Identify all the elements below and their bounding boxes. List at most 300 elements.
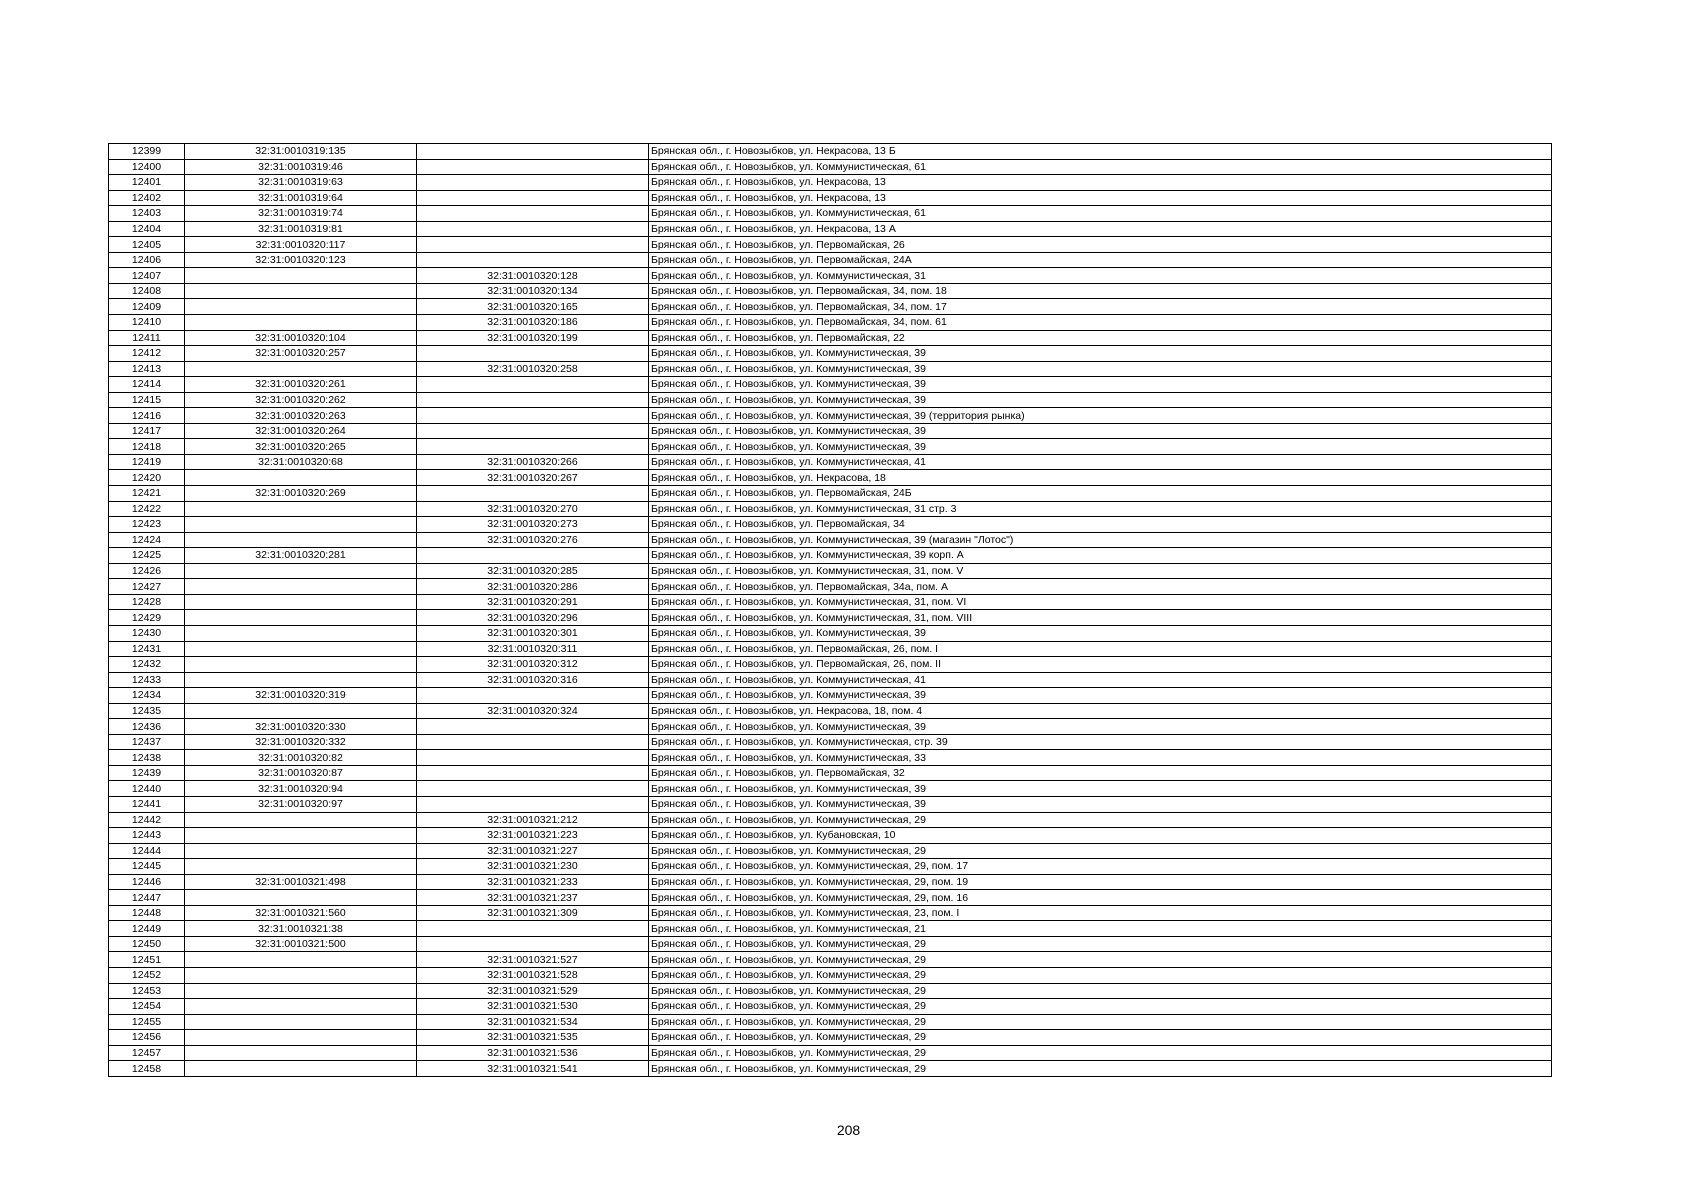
table-row <box>109 330 1552 346</box>
address-cell: Брянская обл., г. Новозыбков, ул. Коммунистическая, 31, пом. V <box>649 563 1552 579</box>
address-cell: Брянская обл., г. Новозыбков, ул. Первомайская, 26, пом. I <box>649 641 1552 657</box>
cadastral-number-cell <box>185 579 417 595</box>
related-cadastral-number-cell <box>417 439 649 455</box>
related-cadastral-number-cell <box>417 423 649 439</box>
row-number-cell: 12440 <box>109 781 185 797</box>
row-number-cell: 12412 <box>109 346 185 362</box>
address-cell: Брянская обл., г. Новозыбков, ул. Коммунистическая, 29, пом. 17 <box>649 859 1552 875</box>
address-cell: Брянская обл., г. Новозыбков, ул. Некрасова, 13 <box>649 175 1552 191</box>
table-row <box>109 703 1552 719</box>
table-row <box>109 315 1552 331</box>
table-row <box>109 952 1552 968</box>
cadastral-number-cell <box>185 299 417 315</box>
related-cadastral-number-cell <box>417 486 649 502</box>
related-cadastral-number-cell: 32:31:0010320:267 <box>417 470 649 486</box>
row-number-cell: 12407 <box>109 268 185 284</box>
property-table <box>108 143 1552 1077</box>
table-row <box>109 346 1552 362</box>
cadastral-number-cell <box>185 361 417 377</box>
related-cadastral-number-cell <box>417 750 649 766</box>
address-cell: Брянская обл., г. Новозыбков, ул. Коммунистическая, 31, пом. VI <box>649 594 1552 610</box>
related-cadastral-number-cell <box>417 548 649 564</box>
cadastral-number-cell <box>185 952 417 968</box>
address-cell: Брянская обл., г. Новозыбков, ул. Коммунистическая, 39 <box>649 346 1552 362</box>
related-cadastral-number-cell: 32:31:0010321:535 <box>417 1030 649 1046</box>
cadastral-number-cell: 32:31:0010320:123 <box>185 252 417 268</box>
row-number-cell: 12414 <box>109 377 185 393</box>
related-cadastral-number-cell: 32:31:0010320:270 <box>417 501 649 517</box>
address-cell: Брянская обл., г. Новозыбков, ул. Первомайская, 22 <box>649 330 1552 346</box>
related-cadastral-number-cell <box>417 765 649 781</box>
cadastral-number-cell <box>185 268 417 284</box>
related-cadastral-number-cell <box>417 221 649 237</box>
address-cell: Брянская обл., г. Новозыбков, ул. Коммунистическая, 29 <box>649 936 1552 952</box>
cadastral-number-cell <box>185 890 417 906</box>
related-cadastral-number-cell: 32:31:0010320:128 <box>417 268 649 284</box>
table-row <box>109 781 1552 797</box>
address-cell: Брянская обл., г. Новозыбков, ул. Первомайская, 34, пом. 17 <box>649 299 1552 315</box>
cadastral-number-cell <box>185 517 417 533</box>
cadastral-number-cell <box>185 828 417 844</box>
related-cadastral-number-cell: 32:31:0010321:230 <box>417 859 649 875</box>
table-row <box>109 423 1552 439</box>
cadastral-number-cell <box>185 657 417 673</box>
address-cell: Брянская обл., г. Новозыбков, ул. Коммунистическая, 41 <box>649 454 1552 470</box>
cadastral-number-cell: 32:31:0010320:281 <box>185 548 417 564</box>
related-cadastral-number-cell: 32:31:0010320:301 <box>417 625 649 641</box>
address-cell: Брянская обл., г. Новозыбков, ул. Коммунистическая, 61 <box>649 206 1552 222</box>
address-cell: Брянская обл., г. Новозыбков, ул. Коммунистическая, 21 <box>649 921 1552 937</box>
row-number-cell: 12429 <box>109 610 185 626</box>
cadastral-number-cell <box>185 1061 417 1077</box>
table-row <box>109 159 1552 175</box>
address-cell: Брянская обл., г. Новозыбков, ул. Некрасова, 13 <box>649 190 1552 206</box>
cadastral-number-cell: 32:31:0010320:332 <box>185 734 417 750</box>
row-number-cell: 12404 <box>109 221 185 237</box>
table-row <box>109 1045 1552 1061</box>
related-cadastral-number-cell: 32:31:0010321:530 <box>417 999 649 1015</box>
cadastral-number-cell: 32:31:0010319:81 <box>185 221 417 237</box>
related-cadastral-number-cell <box>417 796 649 812</box>
table-row <box>109 719 1552 735</box>
table-row <box>109 610 1552 626</box>
address-cell: Брянская обл., г. Новозыбков, ул. Коммунистическая, 39 <box>649 625 1552 641</box>
row-number-cell: 12454 <box>109 999 185 1015</box>
row-number-cell: 12449 <box>109 921 185 937</box>
cadastral-number-cell: 32:31:0010320:261 <box>185 377 417 393</box>
row-number-cell: 12406 <box>109 252 185 268</box>
row-number-cell: 12417 <box>109 423 185 439</box>
address-cell: Брянская обл., г. Новозыбков, ул. Коммунистическая, 29 <box>649 999 1552 1015</box>
related-cadastral-number-cell: 32:31:0010320:312 <box>417 657 649 673</box>
address-cell: Брянская обл., г. Новозыбков, ул. Коммунистическая, 39 <box>649 781 1552 797</box>
related-cadastral-number-cell: 32:31:0010320:311 <box>417 641 649 657</box>
row-number-cell: 12419 <box>109 454 185 470</box>
row-number-cell: 12456 <box>109 1030 185 1046</box>
address-cell: Брянская обл., г. Новозыбков, ул. Коммунистическая, стр. 39 <box>649 734 1552 750</box>
property-table-body <box>109 144 1552 1077</box>
table-row <box>109 579 1552 595</box>
table-row <box>109 936 1552 952</box>
related-cadastral-number-cell: 32:31:0010320:276 <box>417 532 649 548</box>
cadastral-number-cell: 32:31:0010320:319 <box>185 688 417 704</box>
cadastral-number-cell <box>185 1030 417 1046</box>
cadastral-number-cell <box>185 672 417 688</box>
cadastral-number-cell: 32:31:0010320:264 <box>185 423 417 439</box>
table-row <box>109 1014 1552 1030</box>
row-number-cell: 12433 <box>109 672 185 688</box>
cadastral-number-cell: 32:31:0010320:330 <box>185 719 417 735</box>
related-cadastral-number-cell: 32:31:0010321:529 <box>417 983 649 999</box>
related-cadastral-number-cell: 32:31:0010321:233 <box>417 874 649 890</box>
cadastral-number-cell: 32:31:0010321:560 <box>185 905 417 921</box>
address-cell: Брянская обл., г. Новозыбков, ул. Кубановская, 10 <box>649 828 1552 844</box>
row-number-cell: 12442 <box>109 812 185 828</box>
address-cell: Брянская обл., г. Новозыбков, ул. Коммунистическая, 31 стр. 3 <box>649 501 1552 517</box>
cadastral-number-cell <box>185 983 417 999</box>
related-cadastral-number-cell: 32:31:0010320:316 <box>417 672 649 688</box>
row-number-cell: 12445 <box>109 859 185 875</box>
table-row <box>109 237 1552 253</box>
row-number-cell: 12426 <box>109 563 185 579</box>
row-number-cell: 12438 <box>109 750 185 766</box>
related-cadastral-number-cell <box>417 734 649 750</box>
table-row <box>109 905 1552 921</box>
related-cadastral-number-cell: 32:31:0010320:134 <box>417 283 649 299</box>
row-number-cell: 12455 <box>109 1014 185 1030</box>
address-cell: Брянская обл., г. Новозыбков, ул. Первомайская, 34, пом. 18 <box>649 283 1552 299</box>
address-cell: Брянская обл., г. Новозыбков, ул. Коммунистическая, 29, пом. 19 <box>649 874 1552 890</box>
related-cadastral-number-cell: 32:31:0010320:165 <box>417 299 649 315</box>
cadastral-number-cell <box>185 967 417 983</box>
row-number-cell: 12422 <box>109 501 185 517</box>
address-cell: Брянская обл., г. Новозыбков, ул. Коммунистическая, 41 <box>649 672 1552 688</box>
related-cadastral-number-cell: 32:31:0010321:227 <box>417 843 649 859</box>
related-cadastral-number-cell: 32:31:0010320:199 <box>417 330 649 346</box>
related-cadastral-number-cell <box>417 252 649 268</box>
row-number-cell: 12418 <box>109 439 185 455</box>
cadastral-number-cell <box>185 812 417 828</box>
address-cell: Брянская обл., г. Новозыбков, ул. Коммунистическая, 23, пом. I <box>649 905 1552 921</box>
row-number-cell: 12443 <box>109 828 185 844</box>
table-row <box>109 1030 1552 1046</box>
address-cell: Брянская обл., г. Новозыбков, ул. Коммунистическая, 39 корп. А <box>649 548 1552 564</box>
row-number-cell: 12405 <box>109 237 185 253</box>
related-cadastral-number-cell <box>417 346 649 362</box>
cadastral-number-cell: 32:31:0010321:38 <box>185 921 417 937</box>
table-row <box>109 983 1552 999</box>
related-cadastral-number-cell: 32:31:0010320:186 <box>417 315 649 331</box>
related-cadastral-number-cell <box>417 190 649 206</box>
table-row <box>109 859 1552 875</box>
table-row <box>109 812 1552 828</box>
cadastral-number-cell: 32:31:0010319:135 <box>185 144 417 160</box>
row-number-cell: 12423 <box>109 517 185 533</box>
cadastral-number-cell: 32:31:0010320:262 <box>185 392 417 408</box>
table-row <box>109 470 1552 486</box>
row-number-cell: 12399 <box>109 144 185 160</box>
row-number-cell: 12451 <box>109 952 185 968</box>
table-row <box>109 688 1552 704</box>
row-number-cell: 12437 <box>109 734 185 750</box>
table-row <box>109 454 1552 470</box>
table-row <box>109 625 1552 641</box>
table-row <box>109 796 1552 812</box>
cadastral-number-cell: 32:31:0010320:94 <box>185 781 417 797</box>
address-cell: Брянская обл., г. Новозыбков, ул. Первомайская, 26, пом. II <box>649 657 1552 673</box>
table-row <box>109 563 1552 579</box>
address-cell: Брянская обл., г. Новозыбков, ул. Коммунистическая, 29 <box>649 983 1552 999</box>
address-cell: Брянская обл., г. Новозыбков, ул. Коммунистическая, 39 <box>649 361 1552 377</box>
related-cadastral-number-cell: 32:31:0010321:536 <box>417 1045 649 1061</box>
row-number-cell: 12425 <box>109 548 185 564</box>
table-row <box>109 206 1552 222</box>
address-cell: Брянская обл., г. Новозыбков, ул. Некрасова, 18 <box>649 470 1552 486</box>
row-number-cell: 12410 <box>109 315 185 331</box>
related-cadastral-number-cell <box>417 719 649 735</box>
table-row <box>109 361 1552 377</box>
address-cell: Брянская обл., г. Новозыбков, ул. Коммунистическая, 39 (территория рынка) <box>649 408 1552 424</box>
table-row <box>109 175 1552 191</box>
row-number-cell: 12448 <box>109 905 185 921</box>
table-row <box>109 921 1552 937</box>
cadastral-number-cell <box>185 1045 417 1061</box>
table-row <box>109 890 1552 906</box>
cadastral-number-cell <box>185 501 417 517</box>
cadastral-number-cell <box>185 610 417 626</box>
cadastral-number-cell <box>185 470 417 486</box>
row-number-cell: 12408 <box>109 283 185 299</box>
cadastral-number-cell: 32:31:0010319:46 <box>185 159 417 175</box>
address-cell: Брянская обл., г. Новозыбков, ул. Коммунистическая, 39 <box>649 688 1552 704</box>
table-row <box>109 486 1552 502</box>
row-number-cell: 12458 <box>109 1061 185 1077</box>
row-number-cell: 12403 <box>109 206 185 222</box>
cadastral-number-cell: 32:31:0010320:87 <box>185 765 417 781</box>
row-number-cell: 12447 <box>109 890 185 906</box>
related-cadastral-number-cell: 32:31:0010321:212 <box>417 812 649 828</box>
row-number-cell: 12457 <box>109 1045 185 1061</box>
page-number: 208 <box>836 1122 861 1138</box>
row-number-cell: 12401 <box>109 175 185 191</box>
related-cadastral-number-cell <box>417 175 649 191</box>
row-number-cell: 12402 <box>109 190 185 206</box>
related-cadastral-number-cell <box>417 936 649 952</box>
cadastral-number-cell <box>185 859 417 875</box>
cadastral-number-cell <box>185 703 417 719</box>
address-cell: Брянская обл., г. Новозыбков, ул. Коммунистическая, 29 <box>649 1061 1552 1077</box>
related-cadastral-number-cell: 32:31:0010320:291 <box>417 594 649 610</box>
row-number-cell: 12450 <box>109 936 185 952</box>
related-cadastral-number-cell: 32:31:0010320:258 <box>417 361 649 377</box>
table-row <box>109 532 1552 548</box>
cadastral-number-cell: 32:31:0010320:82 <box>185 750 417 766</box>
table-row <box>109 299 1552 315</box>
cadastral-number-cell <box>185 843 417 859</box>
address-cell: Брянская обл., г. Новозыбков, ул. Коммунистическая, 39 <box>649 377 1552 393</box>
address-cell: Брянская обл., г. Новозыбков, ул. Коммунистическая, 39 <box>649 423 1552 439</box>
cadastral-number-cell <box>185 563 417 579</box>
cadastral-number-cell: 32:31:0010320:257 <box>185 346 417 362</box>
cadastral-number-cell: 32:31:0010320:68 <box>185 454 417 470</box>
related-cadastral-number-cell <box>417 921 649 937</box>
address-cell: Брянская обл., г. Новозыбков, ул. Некрасова, 13 А <box>649 221 1552 237</box>
address-cell: Брянская обл., г. Новозыбков, ул. Коммунистическая, 33 <box>649 750 1552 766</box>
table-row <box>109 657 1552 673</box>
address-cell: Брянская обл., г. Новозыбков, ул. Коммунистическая, 61 <box>649 159 1552 175</box>
cadastral-number-cell: 32:31:0010319:64 <box>185 190 417 206</box>
cadastral-number-cell: 32:31:0010321:498 <box>185 874 417 890</box>
cadastral-number-cell: 32:31:0010320:263 <box>185 408 417 424</box>
cadastral-number-cell: 32:31:0010320:117 <box>185 237 417 253</box>
row-number-cell: 12411 <box>109 330 185 346</box>
table-row <box>109 190 1552 206</box>
cadastral-number-cell <box>185 315 417 331</box>
table-row <box>109 392 1552 408</box>
address-cell: Брянская обл., г. Новозыбков, ул. Коммунистическая, 29 <box>649 1030 1552 1046</box>
address-cell: Брянская обл., г. Новозыбков, ул. Некрасова, 13 Б <box>649 144 1552 160</box>
related-cadastral-number-cell <box>417 377 649 393</box>
address-cell: Брянская обл., г. Новозыбков, ул. Первомайская, 34а, пом. А <box>649 579 1552 595</box>
row-number-cell: 12431 <box>109 641 185 657</box>
cadastral-number-cell <box>185 641 417 657</box>
related-cadastral-number-cell: 32:31:0010321:527 <box>417 952 649 968</box>
cadastral-number-cell: 32:31:0010320:104 <box>185 330 417 346</box>
table-row <box>109 252 1552 268</box>
row-number-cell: 12432 <box>109 657 185 673</box>
address-cell: Брянская обл., г. Новозыбков, ул. Коммунистическая, 31 <box>649 268 1552 284</box>
row-number-cell: 12435 <box>109 703 185 719</box>
table-row <box>109 548 1552 564</box>
address-cell: Брянская обл., г. Новозыбков, ул. Некрасова, 18, пом. 4 <box>649 703 1552 719</box>
table-row <box>109 967 1552 983</box>
row-number-cell: 12424 <box>109 532 185 548</box>
table-row <box>109 641 1552 657</box>
related-cadastral-number-cell: 32:31:0010321:309 <box>417 905 649 921</box>
related-cadastral-number-cell <box>417 392 649 408</box>
address-cell: Брянская обл., г. Новозыбков, ул. Коммунистическая, 29 <box>649 812 1552 828</box>
related-cadastral-number-cell: 32:31:0010321:541 <box>417 1061 649 1077</box>
address-cell: Брянская обл., г. Новозыбков, ул. Коммунистическая, 29 <box>649 843 1552 859</box>
row-number-cell: 12439 <box>109 765 185 781</box>
address-cell: Брянская обл., г. Новозыбков, ул. Первомайская, 26 <box>649 237 1552 253</box>
cadastral-number-cell: 32:31:0010319:74 <box>185 206 417 222</box>
address-cell: Брянская обл., г. Новозыбков, ул. Коммунистическая, 39 <box>649 796 1552 812</box>
row-number-cell: 12413 <box>109 361 185 377</box>
related-cadastral-number-cell: 32:31:0010320:324 <box>417 703 649 719</box>
table-row <box>109 501 1552 517</box>
address-cell: Брянская обл., г. Новозыбков, ул. Коммунистическая, 29 <box>649 1045 1552 1061</box>
related-cadastral-number-cell: 32:31:0010321:237 <box>417 890 649 906</box>
related-cadastral-number-cell <box>417 781 649 797</box>
table-row <box>109 999 1552 1015</box>
address-cell: Брянская обл., г. Новозыбков, ул. Коммунистическая, 39 (магазин "Лотос") <box>649 532 1552 548</box>
row-number-cell: 12453 <box>109 983 185 999</box>
table-row <box>109 750 1552 766</box>
row-number-cell: 12434 <box>109 688 185 704</box>
row-number-cell: 12436 <box>109 719 185 735</box>
address-cell: Брянская обл., г. Новозыбков, ул. Первомайская, 24А <box>649 252 1552 268</box>
row-number-cell: 12444 <box>109 843 185 859</box>
cadastral-number-cell <box>185 594 417 610</box>
cadastral-number-cell: 32:31:0010320:265 <box>185 439 417 455</box>
address-cell: Брянская обл., г. Новозыбков, ул. Коммунистическая, 39 <box>649 719 1552 735</box>
table-row <box>109 594 1552 610</box>
row-number-cell: 12430 <box>109 625 185 641</box>
related-cadastral-number-cell: 32:31:0010321:528 <box>417 967 649 983</box>
address-cell: Брянская обл., г. Новозыбков, ул. Коммунистическая, 29 <box>649 1014 1552 1030</box>
table-row <box>109 734 1552 750</box>
related-cadastral-number-cell <box>417 237 649 253</box>
cadastral-number-cell <box>185 283 417 299</box>
cadastral-number-cell: 32:31:0010319:63 <box>185 175 417 191</box>
related-cadastral-number-cell <box>417 408 649 424</box>
cadastral-number-cell <box>185 625 417 641</box>
table-row <box>109 439 1552 455</box>
related-cadastral-number-cell <box>417 159 649 175</box>
row-number-cell: 12428 <box>109 594 185 610</box>
address-cell: Брянская обл., г. Новозыбков, ул. Коммунистическая, 29 <box>649 952 1552 968</box>
row-number-cell: 12446 <box>109 874 185 890</box>
address-cell: Брянская обл., г. Новозыбков, ул. Коммунистическая, 39 <box>649 392 1552 408</box>
address-cell: Брянская обл., г. Новозыбков, ул. Первомайская, 34 <box>649 517 1552 533</box>
address-cell: Брянская обл., г. Новозыбков, ул. Коммунистическая, 29 <box>649 967 1552 983</box>
row-number-cell: 12427 <box>109 579 185 595</box>
related-cadastral-number-cell <box>417 144 649 160</box>
table-row <box>109 221 1552 237</box>
table-row <box>109 874 1552 890</box>
table-row <box>109 843 1552 859</box>
row-number-cell: 12416 <box>109 408 185 424</box>
table-row <box>109 1061 1552 1077</box>
table-row <box>109 408 1552 424</box>
related-cadastral-number-cell: 32:31:0010321:223 <box>417 828 649 844</box>
table-row <box>109 377 1552 393</box>
cadastral-number-cell <box>185 1014 417 1030</box>
row-number-cell: 12409 <box>109 299 185 315</box>
related-cadastral-number-cell <box>417 206 649 222</box>
table-row <box>109 144 1552 160</box>
related-cadastral-number-cell <box>417 688 649 704</box>
table-row <box>109 283 1552 299</box>
related-cadastral-number-cell: 32:31:0010320:285 <box>417 563 649 579</box>
row-number-cell: 12420 <box>109 470 185 486</box>
address-cell: Брянская обл., г. Новозыбков, ул. Коммунистическая, 39 <box>649 439 1552 455</box>
table-row <box>109 517 1552 533</box>
table-row <box>109 765 1552 781</box>
address-cell: Брянская обл., г. Новозыбков, ул. Первомайская, 24Б <box>649 486 1552 502</box>
address-cell: Брянская обл., г. Новозыбков, ул. Коммунистическая, 31, пом. VIII <box>649 610 1552 626</box>
table-row <box>109 672 1552 688</box>
row-number-cell: 12441 <box>109 796 185 812</box>
related-cadastral-number-cell: 32:31:0010320:273 <box>417 517 649 533</box>
row-number-cell: 12415 <box>109 392 185 408</box>
row-number-cell: 12421 <box>109 486 185 502</box>
related-cadastral-number-cell: 32:31:0010320:266 <box>417 454 649 470</box>
table-row <box>109 828 1552 844</box>
row-number-cell: 12452 <box>109 967 185 983</box>
row-number-cell: 12400 <box>109 159 185 175</box>
address-cell: Брянская обл., г. Новозыбков, ул. Первомайская, 34, пом. 61 <box>649 315 1552 331</box>
cadastral-number-cell: 32:31:0010321:500 <box>185 936 417 952</box>
cadastral-number-cell <box>185 532 417 548</box>
cadastral-number-cell: 32:31:0010320:97 <box>185 796 417 812</box>
cadastral-number-cell: 32:31:0010320:269 <box>185 486 417 502</box>
related-cadastral-number-cell: 32:31:0010320:286 <box>417 579 649 595</box>
related-cadastral-number-cell: 32:31:0010320:296 <box>417 610 649 626</box>
cadastral-number-cell <box>185 999 417 1015</box>
related-cadastral-number-cell: 32:31:0010321:534 <box>417 1014 649 1030</box>
